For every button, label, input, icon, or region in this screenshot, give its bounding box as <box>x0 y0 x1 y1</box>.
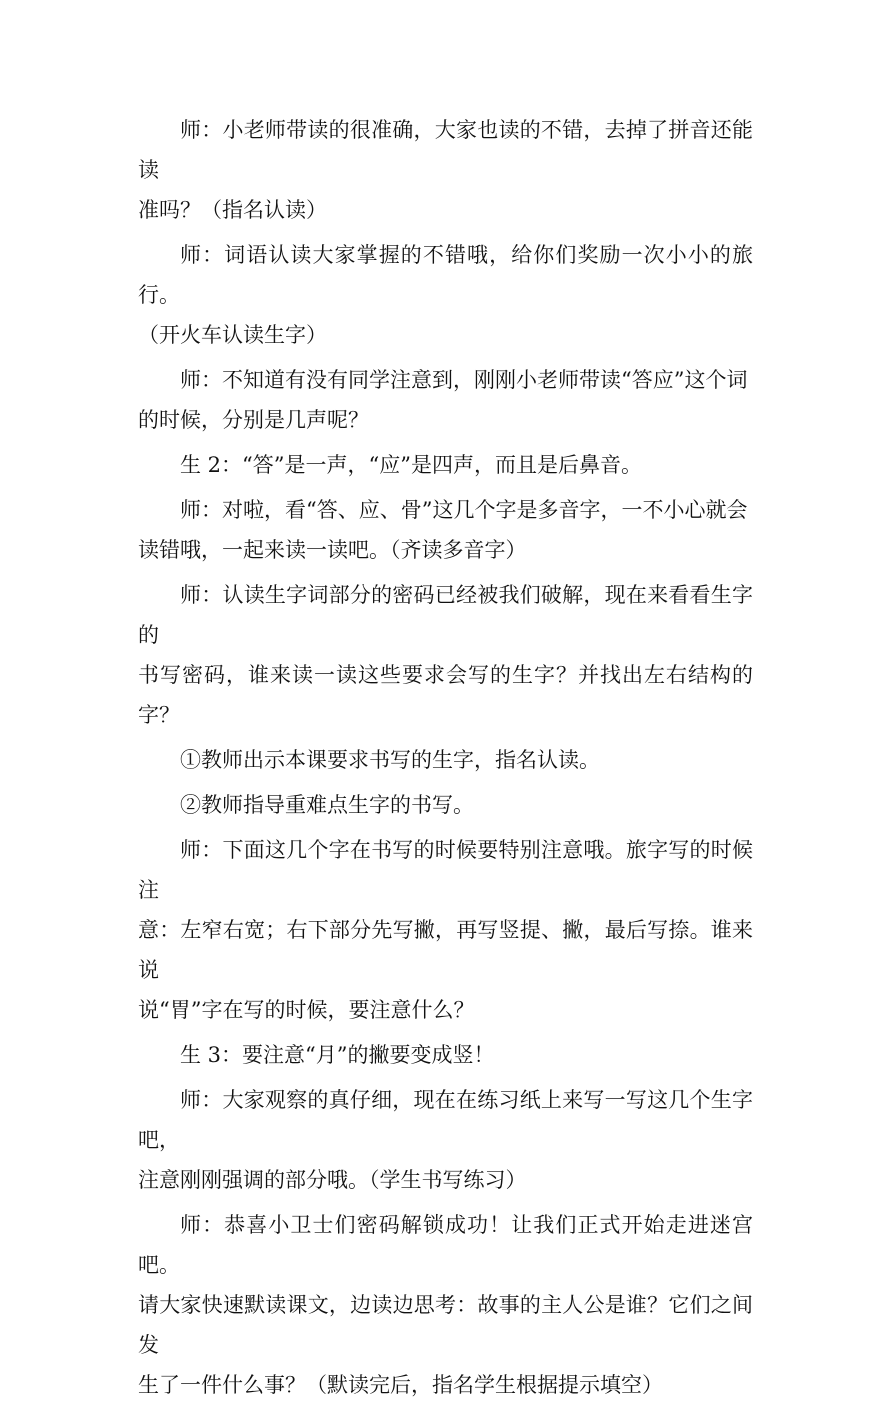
paragraph-10 <box>138 1035 753 1075</box>
paragraph-7 <box>138 740 753 780</box>
paragraph-12 <box>138 1205 753 1405</box>
paragraph-line: 师：大家观察的真仔细，现在在练习纸上来写一写这几个生字吧， <box>138 1088 753 1152</box>
paragraph-3 <box>138 360 753 440</box>
paragraph-line: 师：认读生字词部分的密码已经被我们破解，现在来看看生字的 <box>138 583 753 647</box>
paragraph-line: 注意刚刚强调的部分哦。（学生书写练习） <box>138 1168 527 1192</box>
paragraph-line: 意：左窄右宽；右下部分先写撇，再写竖提、撇，最后写捺。谁来说 <box>138 918 753 982</box>
paragraph-line: 师：恭喜小卫士们密码解锁成功！让我们正式开始走进迷宫吧。 <box>138 1213 753 1277</box>
document-body <box>138 110 753 1410</box>
paragraph-line: 师：下面这几个字在书写的时候要特别注意哦。旅字写的时候注 <box>138 838 753 902</box>
paragraph-6 <box>138 575 753 735</box>
paragraph-8 <box>138 785 753 825</box>
paragraph-line: 师：词语认读大家掌握的不错哦，给你们奖励一次小小的旅行。 <box>138 243 753 307</box>
paragraph-line: 生 2：“答”是一声，“应”是四声，而且是后鼻音。 <box>180 453 642 477</box>
paragraph-9 <box>138 830 753 1030</box>
paragraph-line: 生 3：要注意“月”的撇要变成竖！ <box>180 1043 495 1067</box>
paragraph-line: 师：对啦，看“答、应、骨”这几个字是多音字，一不小心就会 <box>180 498 748 522</box>
paragraph-line: 准吗？（指名认读） <box>138 198 327 222</box>
paragraph-line: 请大家快速默读课文，边读边思考：故事的主人公是谁？它们之间发 <box>138 1293 753 1357</box>
paragraph-line: 读错哦，一起来读一读吧。（齐读多音字） <box>138 538 527 562</box>
paragraph-11 <box>138 1080 753 1200</box>
paragraph-line: 师：不知道有没有同学注意到，刚刚小老师带读“答应”这个词 <box>180 368 748 392</box>
paragraph-line: （开火车认读生字） <box>138 323 327 347</box>
paragraph-line: 书写密码，谁来读一读这些要求会写的生字？并找出左右结构的字？ <box>138 663 753 727</box>
paragraph-2 <box>138 235 753 355</box>
paragraph-4 <box>138 445 753 485</box>
paragraph-line: 的时候，分别是几声呢？ <box>138 408 369 432</box>
paragraph-5 <box>138 490 753 570</box>
paragraph-line: 说“胃”字在写的时候，要注意什么？ <box>138 998 475 1022</box>
paragraph-1 <box>138 110 753 230</box>
paragraph-line: 师：小老师带读的很准确，大家也读的不错，去掉了拼音还能读 <box>138 118 753 182</box>
paragraph-line: ①教师出示本课要求书写的生字，指名认读。 <box>180 748 600 772</box>
paragraph-line: 生了一件什么事？（默读完后，指名学生根据提示填空） <box>138 1373 663 1397</box>
paragraph-line: ②教师指导重难点生字的书写。 <box>180 793 474 817</box>
